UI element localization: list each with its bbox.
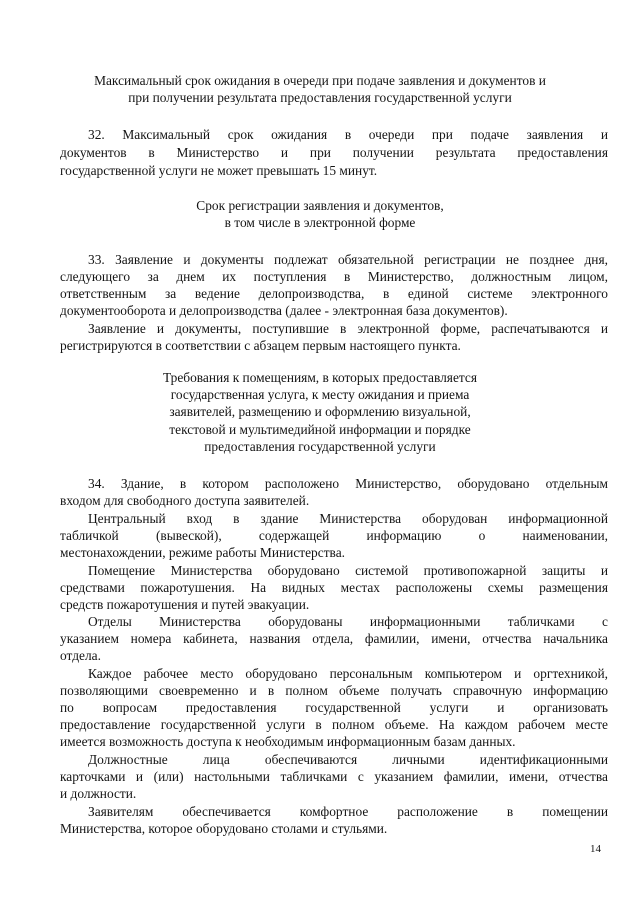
paragraph-line: Центральный вход в здание Министерства оборудован информационной xyxy=(88,511,608,526)
paragraph-line: Каждое рабочее место оборудовано персональным компьютером и оргтехникой, xyxy=(88,666,608,681)
heading-line: текстовой и мультимедийной информации и порядке xyxy=(169,421,471,437)
heading-line: Срок регистрации заявления и документов, xyxy=(196,198,444,213)
paragraph-line: Министерства, которое оборудовано столами и стульями. xyxy=(60,821,388,836)
paragraph-line: следующего за днем их поступления в Министерство, должностным лицом, xyxy=(60,269,608,284)
heading-line: в том числе в электронной форме xyxy=(224,215,416,231)
paragraph-line: Помещение Министерства оборудовано системой противопожарной защиты и xyxy=(88,563,608,578)
paragraph-line: табличкой (вывеской), содержащей информацию о наименовании, xyxy=(60,528,608,543)
heading-waiting-time xyxy=(60,72,580,106)
paragraph-line: 32. Максимальный срок ожидания в очереди при подаче заявления и xyxy=(88,127,608,142)
page-number: 14 xyxy=(590,843,601,855)
paragraph-line: средств пожаротушения и путей эвакуации. xyxy=(60,597,310,612)
paragraph-line: Заявителям обеспечивается комфортное расположение в помещении xyxy=(88,804,608,819)
paragraph-line: ответственным за ведение делопроизводства, в единой системе электронного xyxy=(60,286,608,301)
heading-line: при получении результата предоставления государственной услуги xyxy=(128,90,512,106)
paragraph-line: предоставление государственной услуги в полном объеме. На каждом рабочем месте xyxy=(60,717,608,732)
paragraph-line: местонахождении, режиме работы Министерства. xyxy=(60,545,345,560)
paragraph-line: документооборота и делопроизводства (далее - электронная база документов). xyxy=(60,303,508,318)
paragraph-line: и должности. xyxy=(60,786,137,801)
paragraph-line: Отделы Министерства оборудованы информационными табличками с xyxy=(88,614,608,629)
heading-line: заявителей, размещению и оформлению визуальной, xyxy=(169,404,471,420)
paragraph-line: входом для свободного доступа заявителей. xyxy=(60,493,310,508)
heading-premises-requirements xyxy=(60,369,580,455)
paragraph-line: государственной услуги не может превышать 15 минут. xyxy=(60,163,378,178)
paragraph-line: средствами пожаротушения. На видных местах расположены схемы размещения xyxy=(60,580,608,595)
heading-registration-time xyxy=(60,197,580,231)
paragraph-line: Должностные лица обеспечиваются личными идентификационными xyxy=(88,752,608,767)
paragraph-line: отдела. xyxy=(60,648,101,663)
paragraph-line: имеется возможность доступа к необходимым информационным базам данных. xyxy=(60,734,516,749)
paragraph-line: позволяющими своевременно и в полном объеме получать справочную информацию xyxy=(60,683,608,698)
heading-line: предоставления государственной услуги xyxy=(204,438,436,454)
paragraph-line: карточками и (или) настольными табличками с указанием фамилии, имени, отчества xyxy=(60,769,608,784)
paragraph-line: по вопросам предоставления государственной услуги и организовать xyxy=(60,700,608,715)
paragraph-line: указанием номера кабинета, названия отдела, фамилии, имени, отчества начальника xyxy=(60,631,608,646)
heading-line: Максимальный срок ожидания в очереди при подаче заявления и документов и xyxy=(94,73,546,88)
heading-line: государственная услуга, к месту ожидания и приема xyxy=(170,387,470,403)
heading-line: Требования к помещениям, в которых предоставляется xyxy=(162,370,478,385)
paragraph-line: регистрируются в соответствии с абзацем первым настоящего пункта. xyxy=(60,338,461,353)
paragraph-line: Заявление и документы, поступившие в электронной форме, распечатываются и xyxy=(88,321,608,336)
paragraph-line: документов в Министерство и при получении результата предоставления xyxy=(60,145,608,160)
paragraph-line: 33. Заявление и документы подлежат обязательной регистрации не позднее дня, xyxy=(88,252,608,267)
paragraph-line: 34. Здание, в котором расположено Министерство, оборудовано отдельным xyxy=(88,476,608,491)
